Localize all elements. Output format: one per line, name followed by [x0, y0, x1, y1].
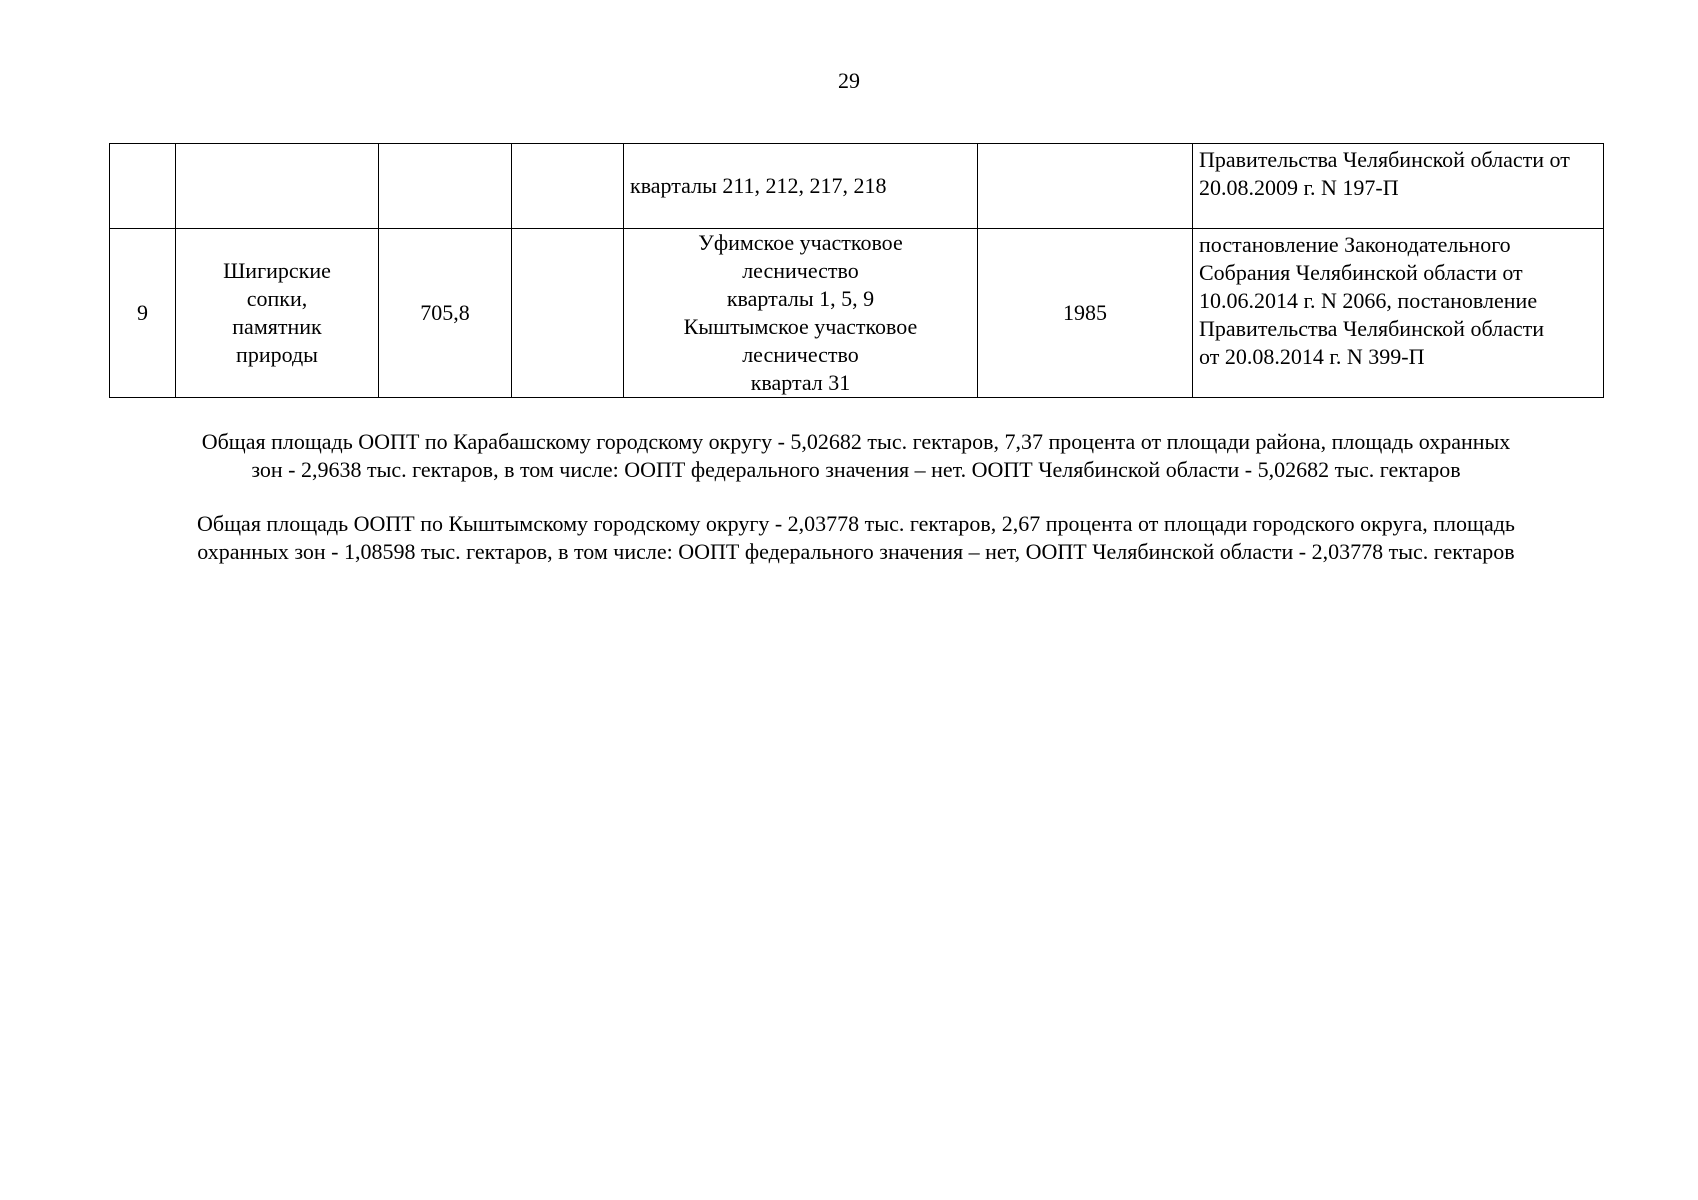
cell-col4 — [512, 144, 624, 229]
location-line: Кыштымское участковое — [683, 314, 918, 339]
cell-year: 1985 — [978, 229, 1193, 398]
cell-col4 — [512, 229, 624, 398]
cell-name — [176, 144, 379, 229]
location-line: квартал 31 — [750, 370, 851, 395]
table-row — [110, 229, 1604, 398]
cell-num — [110, 144, 176, 229]
summary-line: Общая площадь ООПТ по Кыштымскому городскому округу - 2,03778 тыс. гектаров, 2,67 процента от площади городского округа, площадь — [197, 511, 1515, 536]
document-line: от 20.08.2014 г. N 399-П — [1199, 344, 1425, 369]
document-line: 10.06.2014 г. N 2066, постановление — [1199, 288, 1538, 313]
location-line: лесничество — [742, 342, 859, 367]
document-line: Правительства Челябинской области — [1199, 316, 1544, 341]
protected-areas-table — [109, 143, 1604, 398]
name-line: природы — [236, 342, 318, 367]
page-number: 29 — [838, 68, 860, 93]
summary-line: зон - 2,9638 тыс. гектаров, в том числе: ООПТ федерального значения – нет. ООПТ Челябинской области - 5,02682 тыс. гектаров — [251, 457, 1461, 482]
location-line: лесничество — [742, 258, 859, 283]
name-line: памятник — [232, 314, 322, 339]
document-line: 20.08.2009 г. N 197-П — [1199, 175, 1399, 200]
cell-area — [379, 144, 512, 229]
location-line: Уфимское участковое — [698, 230, 903, 255]
summary-kyshtym — [109, 510, 1603, 566]
summary-line: охранных зон - 1,08598 тыс. гектаров, в том числе: ООПТ федерального значения – нет, ООПТ Челябинской области - 2,03778 тыс. гектаров — [197, 539, 1515, 564]
location-line: кварталы 211, 212, 217, 218 — [630, 173, 887, 198]
cell-location — [624, 229, 978, 398]
cell-document — [1193, 144, 1604, 229]
cell-num: 9 — [110, 229, 176, 398]
cell-location — [624, 144, 978, 229]
cell-name — [176, 229, 379, 398]
location-line: кварталы 1, 5, 9 — [726, 286, 875, 311]
cell-document — [1193, 229, 1604, 398]
cell-year — [978, 144, 1193, 229]
document-line: Собрания Челябинской области от — [1199, 260, 1523, 285]
document-line: постановление Законодательного — [1199, 232, 1511, 257]
cell-area: 705,8 — [379, 229, 512, 398]
summary-karabash — [109, 428, 1603, 484]
name-line: Шигирские — [223, 258, 331, 283]
document-line: Правительства Челябинской области от — [1199, 147, 1570, 172]
summary-line: Общая площадь ООПТ по Карабашскому городскому округу - 5,02682 тыс. гектаров, 7,37 процента от площади района, площадь охранных — [201, 429, 1511, 454]
table-row — [110, 144, 1604, 229]
name-line: сопки, — [246, 286, 308, 311]
